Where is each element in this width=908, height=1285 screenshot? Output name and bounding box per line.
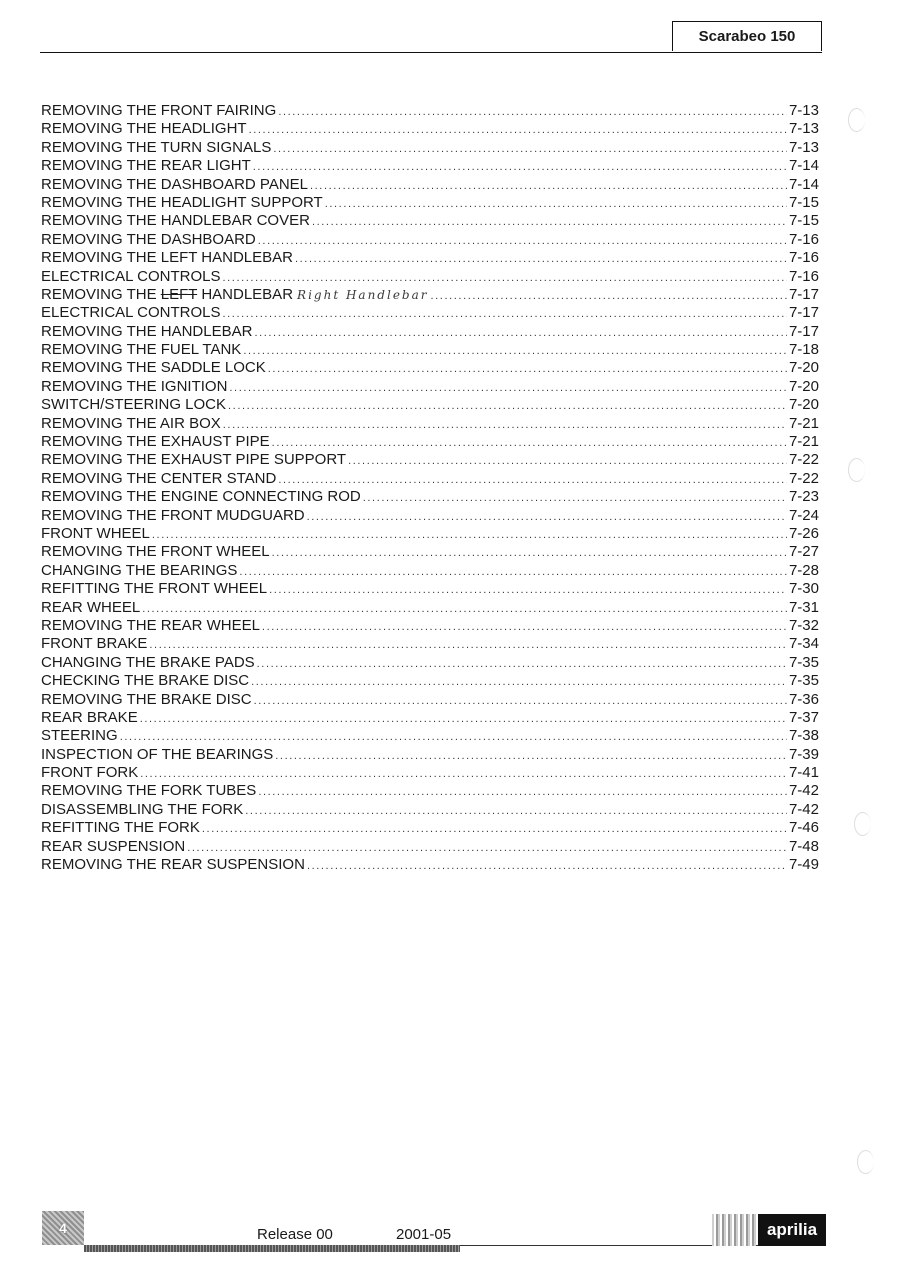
toc-entry-page: 7-22 <box>788 451 819 469</box>
dot-leader <box>278 103 787 121</box>
header-rule <box>40 52 822 53</box>
toc-entry-title: REMOVING THE REAR WHEEL <box>41 616 260 634</box>
toc-entry <box>41 507 819 525</box>
dot-leader <box>120 728 787 746</box>
toc-entry <box>41 286 819 304</box>
dot-leader <box>431 287 787 305</box>
toc-entry-title: REMOVING THE EXHAUST PIPE <box>41 433 270 451</box>
dot-leader <box>142 600 787 618</box>
toc-entry <box>41 672 819 690</box>
dot-leader <box>254 324 787 342</box>
toc-entry-page: 7-13 <box>788 138 819 156</box>
dot-leader <box>239 563 787 581</box>
dot-leader <box>251 673 787 691</box>
toc-entry-page: 7-42 <box>788 782 819 800</box>
dot-leader <box>245 802 787 820</box>
toc-entry-page: 7-18 <box>788 341 819 359</box>
toc-entry <box>41 838 819 856</box>
toc-entry-title: REMOVING THE ENGINE CONNECTING ROD <box>41 488 361 506</box>
dot-leader <box>258 783 787 801</box>
dot-leader <box>254 692 787 710</box>
toc-entry-title: REFITTING THE FRONT WHEEL <box>41 580 268 598</box>
dot-leader <box>312 213 787 231</box>
dot-leader <box>272 434 787 452</box>
toc-entry-title: REMOVING THE SADDLE LOCK <box>41 359 266 377</box>
toc-entry-page: 7-31 <box>788 598 819 616</box>
toc-entry-title: REMOVING THE DASHBOARD PANEL <box>41 175 308 193</box>
struck-out-word: LEFT <box>160 285 198 303</box>
toc-entry-title: DISASSEMBLING THE FORK <box>41 800 244 818</box>
toc-entry-page: 7-41 <box>788 764 819 782</box>
dot-leader <box>262 618 787 636</box>
dot-leader <box>278 471 787 489</box>
toc-entry <box>41 341 819 359</box>
toc-entry-title: REAR SUSPENSION <box>41 837 186 855</box>
toc-entry-title: ELECTRICAL CONTROLS <box>41 267 221 285</box>
toc-entry-title: FRONT FORK <box>41 764 139 782</box>
toc-entry-title: REMOVING THE HANDLEBAR <box>41 322 253 340</box>
table-of-contents <box>41 102 819 874</box>
toc-entry-title: SWITCH/STEERING LOCK <box>41 396 227 414</box>
dot-leader <box>310 177 787 195</box>
toc-entry <box>41 599 819 617</box>
dot-leader <box>325 195 787 213</box>
toc-entry-page: 7-30 <box>788 580 819 598</box>
toc-entry <box>41 801 819 819</box>
dot-leader <box>307 857 787 875</box>
toc-entry <box>41 488 819 506</box>
toc-entry-title: REAR BRAKE <box>41 708 138 726</box>
toc-entry-page: 7-36 <box>788 690 819 708</box>
dot-leader <box>257 655 787 673</box>
toc-entry-page: 7-48 <box>788 837 819 855</box>
toc-entry <box>41 746 819 764</box>
dot-leader <box>223 416 787 434</box>
toc-entry-page: 7-35 <box>788 672 819 690</box>
dot-leader <box>140 710 787 728</box>
toc-entry-title: REMOVING THE REAR SUSPENSION <box>41 856 305 874</box>
toc-entry-page: 7-24 <box>788 506 819 524</box>
dot-leader <box>149 636 787 654</box>
toc-entry-title: REMOVING THE REAR LIGHT <box>41 157 251 175</box>
toc-entry <box>41 231 819 249</box>
toc-entry-page: 7-38 <box>788 727 819 745</box>
toc-entry-page: 7-13 <box>788 102 819 119</box>
toc-entry <box>41 433 819 451</box>
toc-entry <box>41 819 819 837</box>
toc-entry-title: REMOVING THE FRONT WHEEL <box>41 543 270 561</box>
toc-entry-title: CHANGING THE BRAKE PADS <box>41 653 255 671</box>
toc-entry <box>41 856 819 874</box>
binder-hole <box>848 108 865 132</box>
binder-hole <box>848 458 865 482</box>
toc-entry-title: REMOVING THE HEADLIGHT <box>41 120 247 138</box>
toc-entry-page: 7-39 <box>788 745 819 763</box>
toc-entry-title: ELECTRICAL CONTROLS <box>41 304 221 322</box>
toc-entry <box>41 323 819 341</box>
toc-entry-page: 7-16 <box>788 230 819 248</box>
dot-leader <box>243 342 787 360</box>
toc-entry-page: 7-13 <box>788 120 819 138</box>
page-number: 4 <box>59 1220 67 1236</box>
dot-leader <box>269 581 787 599</box>
page-number-badge <box>42 1211 84 1245</box>
toc-entry <box>41 580 819 598</box>
dot-leader <box>222 269 786 287</box>
toc-entry-title-end: HANDLEBAR <box>201 285 294 303</box>
dot-leader <box>307 508 787 526</box>
toc-entry-page: 7-34 <box>788 635 819 653</box>
toc-entry <box>41 617 819 635</box>
toc-entry-title: INSPECTION OF THE BEARINGS <box>41 745 274 763</box>
toc-entry-page: 7-35 <box>788 653 819 671</box>
toc-entry <box>41 102 819 120</box>
toc-entry-page: 7-17 <box>788 285 819 303</box>
toc-entry <box>41 139 819 157</box>
toc-entry-title: REMOVING THE FUEL TANK <box>41 341 242 359</box>
dot-leader <box>363 489 787 507</box>
handwritten-correction: Right Handlebar <box>297 287 429 302</box>
toc-entry-title: REMOVING THE HEADLIGHT SUPPORT <box>41 193 323 211</box>
dot-leader <box>152 526 787 544</box>
release-label: Release 00 <box>257 1226 333 1243</box>
toc-entry <box>41 268 819 286</box>
toc-entry <box>41 194 819 212</box>
toc-entry <box>41 451 819 469</box>
toc-entry <box>41 470 819 488</box>
toc-entry-page: 7-20 <box>788 396 819 414</box>
release-date: 2001-05 <box>396 1226 452 1243</box>
toc-entry <box>41 782 819 800</box>
toc-entry-title: REMOVING THE LEFT HANDLEBAR <box>41 249 293 267</box>
document-title: Scarabeo 150 <box>698 28 796 45</box>
dot-leader <box>229 379 787 397</box>
brand-name: aprilia <box>766 1220 818 1239</box>
dot-leader <box>273 140 787 158</box>
toc-entry <box>41 359 819 377</box>
binder-hole <box>854 812 871 836</box>
toc-entry-title: REMOVING THE HANDLEBAR COVER <box>41 212 310 230</box>
toc-entry-page: 7-14 <box>788 175 819 193</box>
toc-entry <box>41 304 819 322</box>
toc-entry-page: 7-21 <box>788 414 819 432</box>
toc-entry <box>41 654 819 672</box>
toc-entry <box>41 396 819 414</box>
toc-entry <box>41 562 819 580</box>
brand-logo <box>758 1214 826 1246</box>
toc-entry <box>41 709 819 727</box>
dot-leader <box>187 839 787 857</box>
toc-entry-page: 7-15 <box>788 193 819 211</box>
toc-entry-title: FRONT WHEEL <box>41 524 150 542</box>
toc-entry <box>41 212 819 230</box>
toc-entry-title: REFITTING THE FORK <box>41 819 200 837</box>
toc-entry-title: REMOVING THE DASHBOARD <box>41 230 256 248</box>
dot-leader <box>295 250 787 268</box>
dot-leader <box>275 747 787 765</box>
toc-entry <box>41 120 819 138</box>
toc-entry-page: 7-32 <box>788 616 819 634</box>
logo-stripes <box>712 1214 756 1246</box>
dot-leader <box>249 121 787 139</box>
toc-entry-page: 7-28 <box>788 561 819 579</box>
toc-entry-page: 7-16 <box>788 249 819 267</box>
toc-entry-title: REMOVING THE FRONT FAIRING <box>41 102 277 119</box>
toc-entry <box>41 415 819 433</box>
toc-entry <box>41 157 819 175</box>
toc-entry <box>41 378 819 396</box>
footer-bar <box>84 1245 460 1252</box>
dot-leader <box>268 360 787 378</box>
dot-leader <box>222 305 786 323</box>
toc-entry <box>41 543 819 561</box>
toc-entry <box>41 691 819 709</box>
toc-entry-page: 7-15 <box>788 212 819 230</box>
dot-leader <box>272 544 787 562</box>
toc-entry-title: REMOVING THE TURN SIGNALS <box>41 138 272 156</box>
dot-leader <box>228 397 787 415</box>
toc-entry-page: 7-37 <box>788 708 819 726</box>
toc-entry-page: 7-14 <box>788 157 819 175</box>
toc-entry-title: REMOVING THE CENTER STAND <box>41 469 277 487</box>
toc-entry-page: 7-20 <box>788 377 819 395</box>
toc-entry-title: REMOVING THE EXHAUST PIPE SUPPORT <box>41 451 347 469</box>
toc-entry-page: 7-16 <box>788 267 819 285</box>
dot-leader <box>202 820 787 838</box>
toc-entry-title: REMOVING THE BRAKE DISC <box>41 690 252 708</box>
dot-leader <box>258 232 787 250</box>
toc-entry <box>41 727 819 745</box>
toc-entry-title: REMOVING THE AIR BOX <box>41 414 221 432</box>
toc-entry-page: 7-20 <box>788 359 819 377</box>
document-title-box <box>672 21 822 51</box>
toc-entry-page: 7-26 <box>788 524 819 542</box>
dot-leader <box>140 765 787 783</box>
toc-entry-title: REAR WHEEL <box>41 598 141 616</box>
toc-entry-page: 7-23 <box>788 488 819 506</box>
toc-entry-page: 7-46 <box>788 819 819 837</box>
toc-entry-page: 7-42 <box>788 800 819 818</box>
toc-entry-title: REMOVING THE FRONT MUDGUARD <box>41 506 305 524</box>
toc-entry-page: 7-17 <box>788 304 819 322</box>
toc-entry-page: 7-27 <box>788 543 819 561</box>
toc-entry-title: FRONT BRAKE <box>41 635 148 653</box>
toc-entry-title: STEERING <box>41 727 118 745</box>
toc-entry <box>41 249 819 267</box>
dot-leader <box>253 158 787 176</box>
toc-entry-title: CHECKING THE BRAKE DISC <box>41 672 250 690</box>
toc-entry <box>41 635 819 653</box>
toc-entry-page: 7-17 <box>788 322 819 340</box>
toc-entry-page: 7-49 <box>788 856 819 874</box>
toc-entry-title: REMOVING THE IGNITION <box>41 377 228 395</box>
toc-entry <box>41 525 819 543</box>
toc-entry-title <box>41 286 429 304</box>
toc-entry-title: CHANGING THE BEARINGS <box>41 561 238 579</box>
toc-entry <box>41 764 819 782</box>
toc-entry-page: 7-21 <box>788 433 819 451</box>
toc-entry-title-start: REMOVING THE <box>41 285 157 303</box>
dot-leader <box>348 452 787 470</box>
toc-entry-title: REMOVING THE FORK TUBES <box>41 782 257 800</box>
binder-hole <box>857 1150 874 1174</box>
toc-entry <box>41 176 819 194</box>
toc-entry-page: 7-22 <box>788 469 819 487</box>
